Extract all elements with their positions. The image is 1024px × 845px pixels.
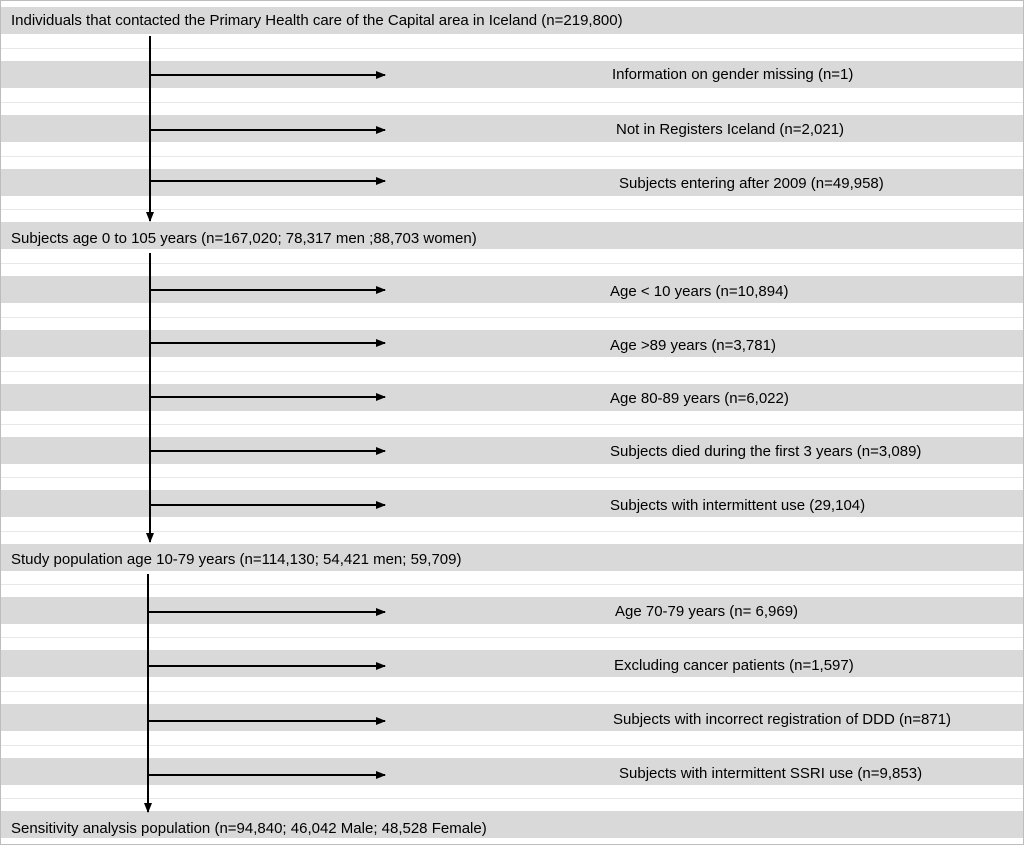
stage-box-initial: Individuals that contacted the Primary Health care of the Capital area in Iceland (n=219,800) (11, 12, 623, 29)
exclusion-gender-missing: Information on gender missing (n=1) (612, 66, 854, 83)
stage-box-study-population: Study population age 10-79 years (n=114,130; 54,421 men; 59,709) (11, 551, 462, 568)
exclusion-age-under-10: Age < 10 years (n=10,894) (610, 283, 789, 300)
exclusion-age-80-89: Age 80-89 years (n=6,022) (610, 390, 789, 407)
exclusion-arrows (148, 75, 385, 775)
exclusion-intermittent-ssri: Subjects with intermittent SSRI use (n=9,853) (619, 765, 923, 782)
exclusion-age-over-89: Age >89 years (n=3,781) (610, 337, 776, 354)
exclusion-entering-after-2009: Subjects entering after 2009 (n=49,958) (619, 175, 884, 192)
vertical-flow-lines (148, 36, 150, 812)
exclusion-died-first-3-years: Subjects died during the first 3 years (n=3,089) (610, 443, 922, 460)
exclusion-incorrect-ddd: Subjects with incorrect registration of DDD (n=871) (613, 711, 952, 728)
exclusion-intermittent-use: Subjects with intermittent use (29,104) (610, 497, 866, 514)
exclusion-age-70-79: Age 70-79 years (n= 6,969) (615, 603, 799, 620)
stage-box-sensitivity-population: Sensitivity analysis population (n=94,840; 46,042 Male; 48,528 Female) (11, 820, 487, 837)
stage-box-age-0-105: Subjects age 0 to 105 years (n=167,020; 78,317 men ;88,703 women) (11, 230, 477, 247)
exclusion-cancer-patients: Excluding cancer patients (n=1,597) (614, 657, 854, 674)
exclusion-not-in-registers: Not in Registers Iceland (n=2,021) (616, 121, 845, 138)
